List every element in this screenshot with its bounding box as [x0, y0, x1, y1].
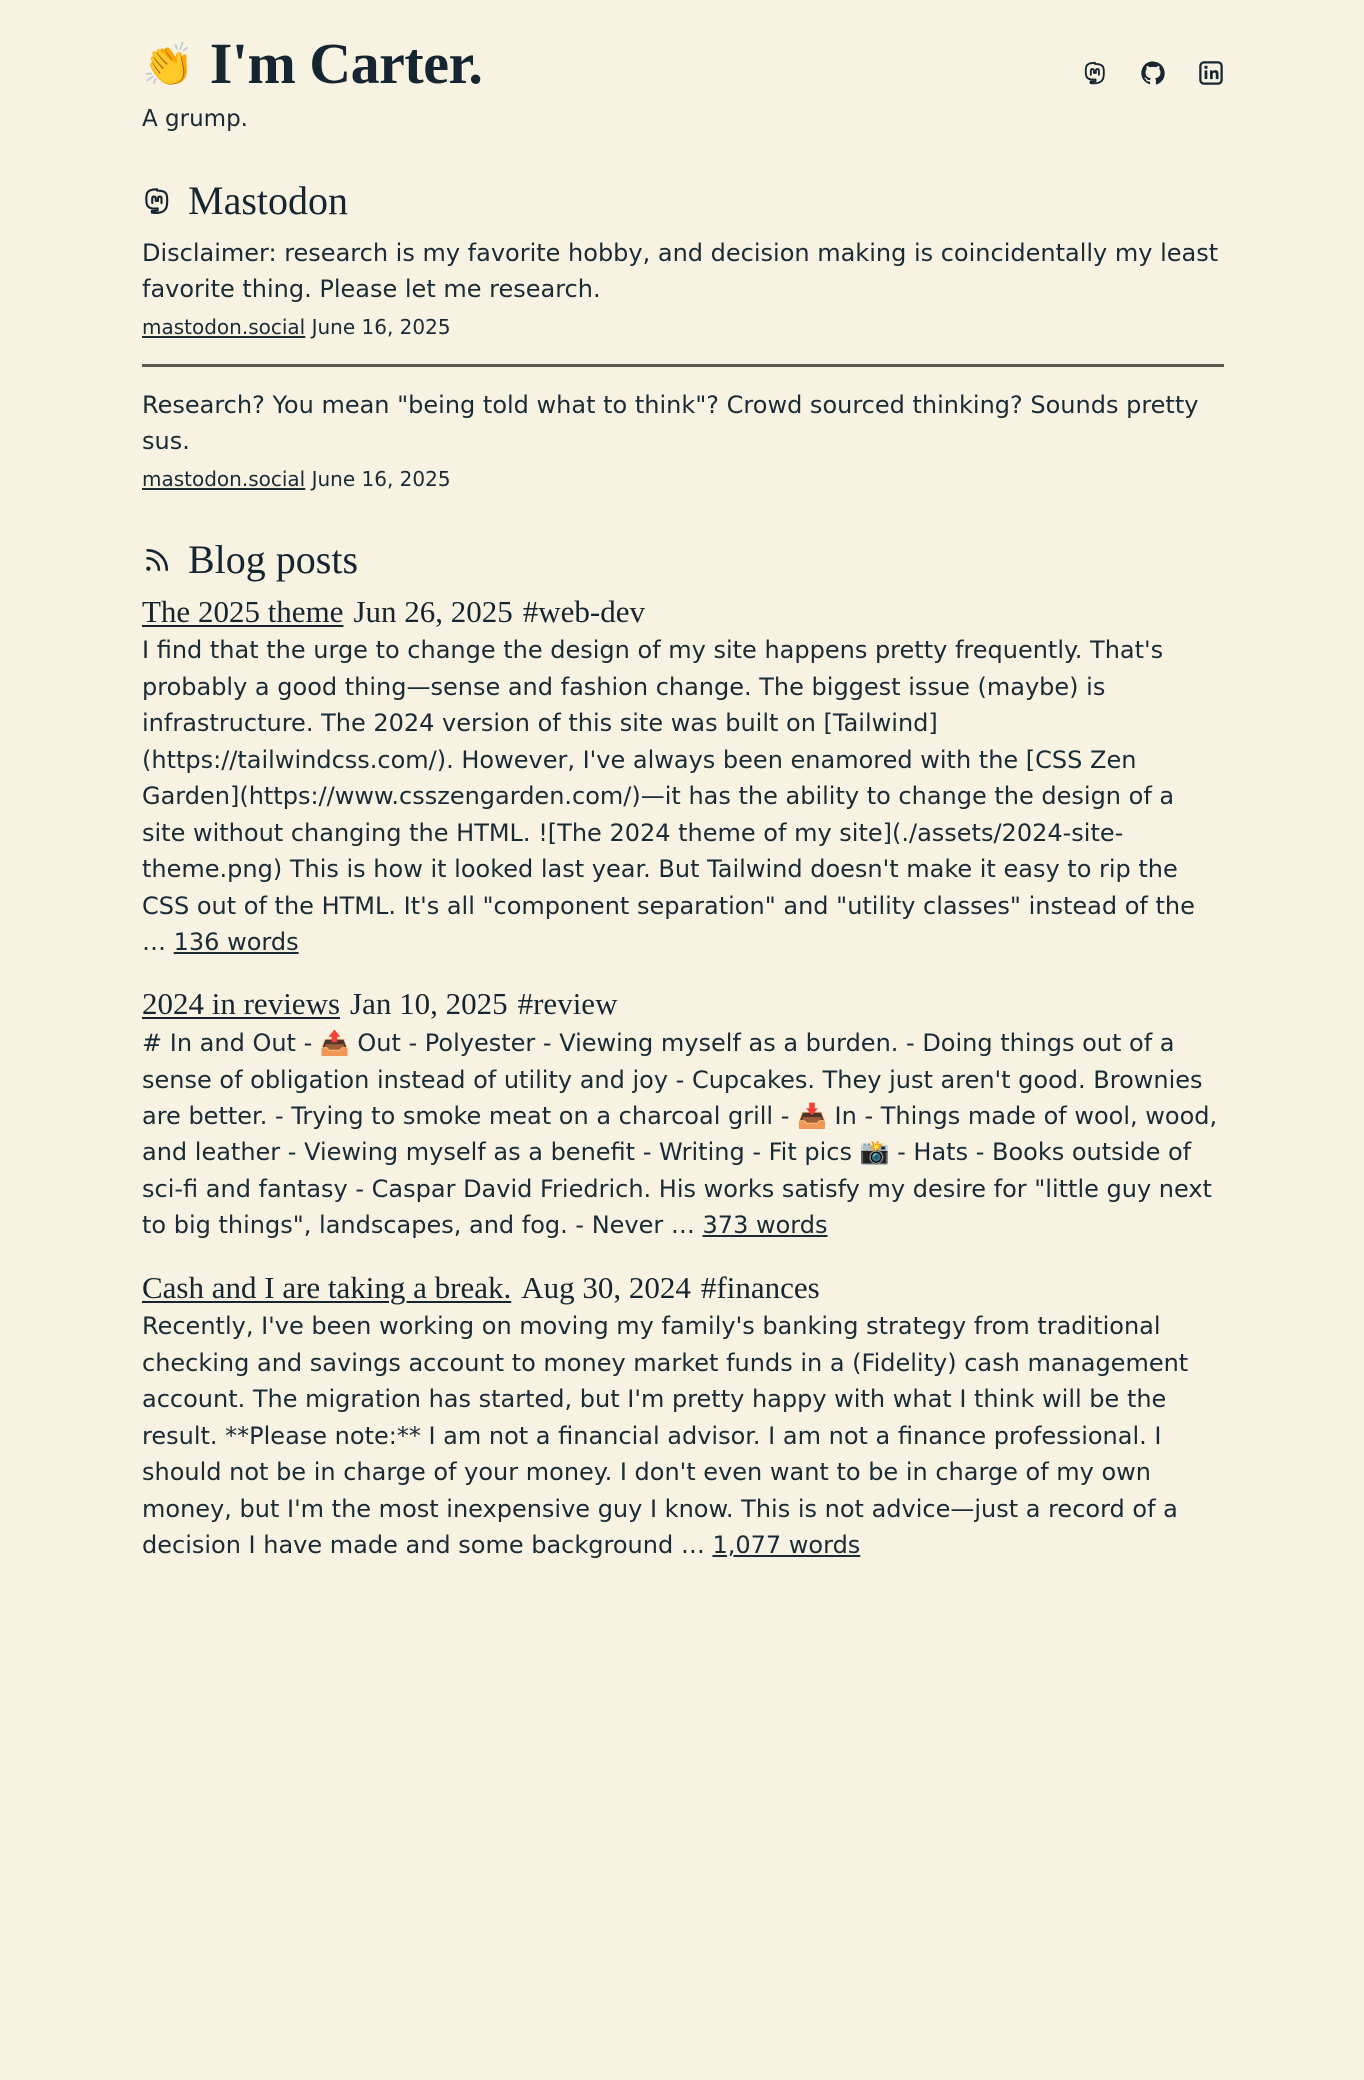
mastodon-section [142, 179, 1224, 494]
blog-post [142, 1270, 1224, 1564]
blog-post-date: Jan 10, 2025 [350, 986, 508, 1022]
blog-post [142, 986, 1224, 1243]
blog-post-tag: #finances [700, 1269, 820, 1305]
blog-section-heading [142, 538, 1224, 582]
blog-post-wordcount-link[interactable]: 373 words [702, 1211, 828, 1240]
site-header [142, 31, 1224, 135]
clapping-hands-emoji: 👏 [142, 43, 194, 90]
mastodon-post-meta [142, 465, 1224, 494]
page-title [142, 31, 483, 96]
blog-post-title-link[interactable]: The 2025 theme [142, 593, 344, 629]
mastodon-icon[interactable] [1082, 60, 1108, 86]
post-divider [142, 364, 1224, 367]
mastodon-post-body: Disclaimer: research is my favorite hobby, and decision making is coincidentally my least favorite thing. Please let me research. [142, 238, 1219, 304]
blog-post-excerpt [142, 1308, 1224, 1563]
blog-post-excerpt [142, 632, 1224, 960]
mastodon-post-date: June 16, 2025 [311, 466, 451, 491]
blog-post-tag: #review [517, 986, 618, 1022]
mastodon-post-body: Research? You mean "being told what to think"? Crowd sourced thinking? Sounds pretty sus. [142, 390, 1199, 456]
title-block [142, 31, 483, 135]
blog-post [142, 594, 1224, 961]
linkedin-icon[interactable] [1198, 60, 1224, 86]
mastodon-source-link[interactable]: mastodon.social [142, 466, 306, 491]
blog-post-excerpt-text: Recently, I've been working on moving my family's banking strategy from traditional checking and savings account to money market funds in a (Fidelity) cash management account. The migration has started, but I'm pretty happy with what I think will be the result. **Please note:** I am not a financial advisor. I am not a finance professional. I should not be in charge of your money. I don't even want to be in charge of my own money, but I'm the most inexpensive guy I know. This is not advice—just a record of a decision I have made and some background … [142, 1312, 1189, 1560]
blog-post-title-link[interactable]: Cash and I are taking a break. [142, 1269, 512, 1305]
blog-section-title: Blog posts [188, 536, 359, 582]
social-links [1082, 34, 1224, 86]
mastodon-source-link[interactable]: mastodon.social [142, 314, 306, 339]
blog-post-date: Aug 30, 2024 [521, 1269, 691, 1305]
blog-post-date: Jun 26, 2025 [353, 593, 513, 629]
github-icon[interactable] [1140, 60, 1166, 86]
blog-post-wordcount-link[interactable]: 1,077 words [712, 1531, 861, 1560]
tagline: A grump. [142, 105, 248, 132]
blog-post-headline [142, 1270, 1224, 1307]
mastodon-icon [142, 186, 172, 216]
blog-post-headline [142, 986, 1224, 1023]
mastodon-post [142, 387, 1224, 494]
blog-post-headline [142, 594, 1224, 631]
blog-post-excerpt [142, 1025, 1224, 1244]
mastodon-post-meta [142, 313, 1224, 342]
blog-post-excerpt-text: I find that the urge to change the design of my site happens pretty frequently. That's probably a good thing—sense and fashion change. The biggest issue (maybe) is infrastructure. The 2024 version of this site was built on [Tailwind](https://tailwindcss.com/). However, I've always been enamored with the [CSS Zen Garden](https://www.csszengarden.com/)—it has the ability to change the design of a site without changing the HTML. ![The 2024 theme of my site](./assets/2024-site-theme.png) This is how it looked last year. But Tailwind doesn't make it easy to rip the CSS out of the HTML. It's all "component separation" and "utility classes" instead of the … [142, 636, 1195, 956]
rss-icon [142, 545, 172, 575]
page-title-text: I'm Carter. [209, 31, 483, 96]
mastodon-post-date: June 16, 2025 [311, 314, 451, 339]
blog-post-title-link[interactable]: 2024 in reviews [142, 986, 341, 1022]
blog-post-wordcount-link[interactable]: 136 words [173, 927, 299, 956]
blog-post-excerpt-text: # In and Out - 📤 Out - Polyester - Viewing myself as a burden. - Doing things out of a sense of obligation instead of utility and joy - Cupcakes. They just aren't good. Brownies are better. - Trying to smoke meat on a charcoal grill - 📥 In - Things made of wool, wood, and leather - Viewing myself as a benefit - Writing - Fit pics 📸 - Hats - Books outside of sci-fi and fantasy - Caspar David Friedrich. His works satisfy my desire for "little guy next to big things", landscapes, and fog. - Never … [142, 1029, 1218, 1240]
blog-section [142, 538, 1224, 1564]
mastodon-post [142, 235, 1224, 342]
blog-post-tag: #web-dev [522, 593, 646, 629]
mastodon-section-heading [142, 179, 1224, 223]
mastodon-section-title: Mastodon [188, 177, 348, 223]
